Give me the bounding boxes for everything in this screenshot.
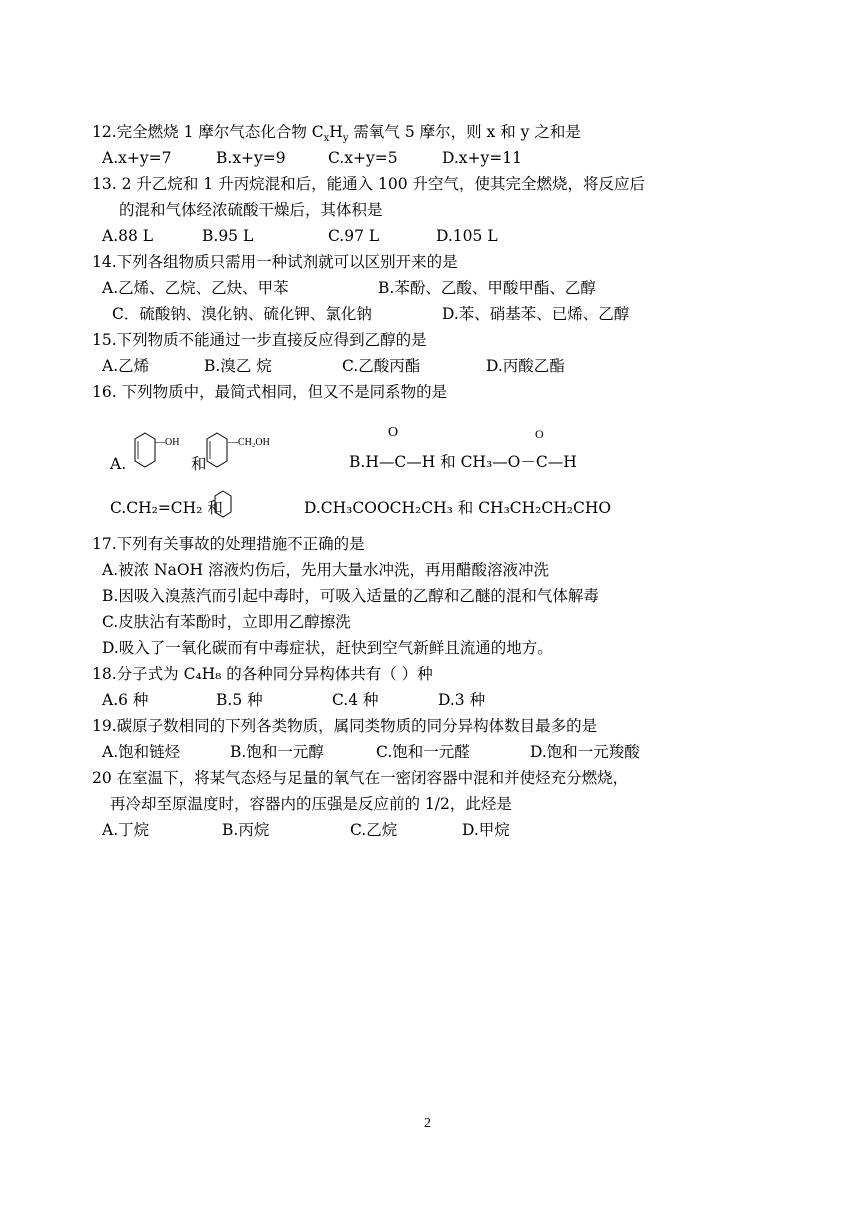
cyclohexane-ring-icon [214, 490, 232, 518]
q12-stem-h: H [329, 123, 343, 141]
q17-option-b: B.因吸入溴蒸汽而引起中毒时，可吸入适量的乙醇和乙醚的混和气体解毒 [102, 587, 599, 605]
phenol-oh-group: —OH [155, 437, 180, 448]
q19-option-d: D.饱和一元羧酸 [530, 743, 640, 761]
q15-option-d: D.丙酸乙酯 [486, 357, 565, 375]
q20-stem-line2: 再冷却至原温度时，容器内的压强是反应前的 1/2，此烃是 [110, 795, 512, 813]
q20-stem-line1: 20 在室温下，将某气态烃与足量的氧气在一密闭容器中混和并使烃充分燃烧， [92, 769, 629, 787]
q12-option-c: C.x+y=5 [328, 149, 398, 167]
q20-option-c: C.乙烷 [350, 821, 398, 839]
q14-stem: 14.下列各组物质只需用一种试剂就可以区别开来的是 [92, 253, 458, 271]
benzyl-alcohol-ring-icon [206, 432, 228, 468]
q18-option-a: A.6 种 [102, 691, 149, 709]
benzyl-ch2oh-group: —CH₂OH [228, 437, 270, 448]
q12-sub-x: x [323, 133, 330, 145]
q15-option-b: B.溴乙 烷 [204, 357, 272, 375]
q19-stem: 19.碳原子数相同的下列各类物质，属同类物质的同分异构体数目最多的是 [92, 717, 598, 735]
q20-option-b: B.丙烷 [222, 821, 270, 839]
q15-option-c: C.乙酸丙酯 [342, 357, 421, 375]
q13-stem-line1: 13. 2 升乙烷和 1 升丙烷混和后，能通入 100 升空气，使其完全燃烧，将反应后 [92, 175, 646, 193]
q16-stem: 16. 下列物质中，最简式相同，但又不是同系物的是 [92, 383, 448, 401]
q13-stem-line2: 的混和气体经浓硫酸干燥后，其体积是 [119, 201, 383, 219]
q14-option-c: C．硫酸钠、溴化钠、硫化钾、氯化钠 [112, 305, 372, 323]
q19-option-c: C.饱和一元醛 [376, 743, 470, 761]
q19-option-a: A.饱和链烃 [102, 743, 181, 761]
q16-option-a-and: 和 [191, 455, 207, 473]
q18-option-b: B.5 种 [216, 691, 263, 709]
q16-b-oxygen-2: O [535, 427, 544, 441]
q12-stem [92, 122, 581, 149]
q12-option-b: B.x+y=9 [216, 149, 286, 167]
q12-stem-part: 12.完全燃烧 1 摩尔气态化合物 C [92, 123, 324, 141]
q20-option-a: A.丁烷 [102, 821, 150, 839]
q16-option-b: B.H—C—H 和 CH₃—O－C—H [349, 453, 577, 471]
q20-option-d: D.甲烷 [462, 821, 510, 839]
q18-stem: 18.分子式为 C₄H₈ 的各种同分异构体共有（ ）种 [92, 665, 433, 683]
q18-option-d: D.3 种 [438, 691, 486, 709]
q16-option-a-label: A. [110, 455, 127, 473]
q14-option-b: B.苯酚、乙酸、甲酸甲酯、乙醇 [378, 279, 596, 297]
q17-stem: 17.下列有关事故的处理措施不正确的是 [92, 535, 365, 553]
q16-b-oxygen-1: O [388, 425, 399, 440]
phenol-ring-icon [134, 432, 156, 468]
q16-option-d: D.CH₃COOCH₂CH₃ 和 CH₃CH₂CH₂CHO [304, 499, 612, 517]
q16-option-c: C.CH₂=CH₂ 和 [110, 499, 223, 517]
q13-option-a: A.88 L [102, 227, 154, 245]
q14-option-a: A.乙烯、乙烷、乙炔、甲苯 [102, 279, 289, 297]
page-number: 2 [424, 1116, 431, 1131]
q13-option-d: D.105 L [436, 227, 498, 245]
q14-option-d: D.苯、硝基苯、已烯、乙醇 [442, 305, 630, 323]
q12-option-d: D.x+y=11 [442, 149, 522, 167]
q12-option-a: A.x+y=7 [102, 149, 172, 167]
q12-stem-part2: 需氧气 5 摩尔，则 x 和 y 之和是 [348, 123, 581, 141]
q13-option-b: B.95 L [202, 227, 254, 245]
q12-sub-y: y [342, 133, 349, 145]
q19-option-b: B.饱和一元醇 [230, 743, 324, 761]
q17-option-d: D.吸入了一氧化碳而有中毒症状，赶快到空气新鲜且流通的地方。 [102, 639, 553, 657]
q15-stem: 15.下列物质不能通过一步直接反应得到乙醇的是 [92, 331, 427, 349]
q17-option-c: C.皮肤沾有苯酚时，立即用乙醇擦洗 [102, 613, 351, 631]
q18-option-c: C.4 种 [332, 691, 379, 709]
q15-option-a: A.乙烯 [102, 357, 150, 375]
q13-option-c: C.97 L [328, 227, 380, 245]
q17-option-a: A.被浓 NaOH 溶液灼伤后，先用大量水冲洗，再用醋酸溶液冲洗 [102, 561, 550, 579]
